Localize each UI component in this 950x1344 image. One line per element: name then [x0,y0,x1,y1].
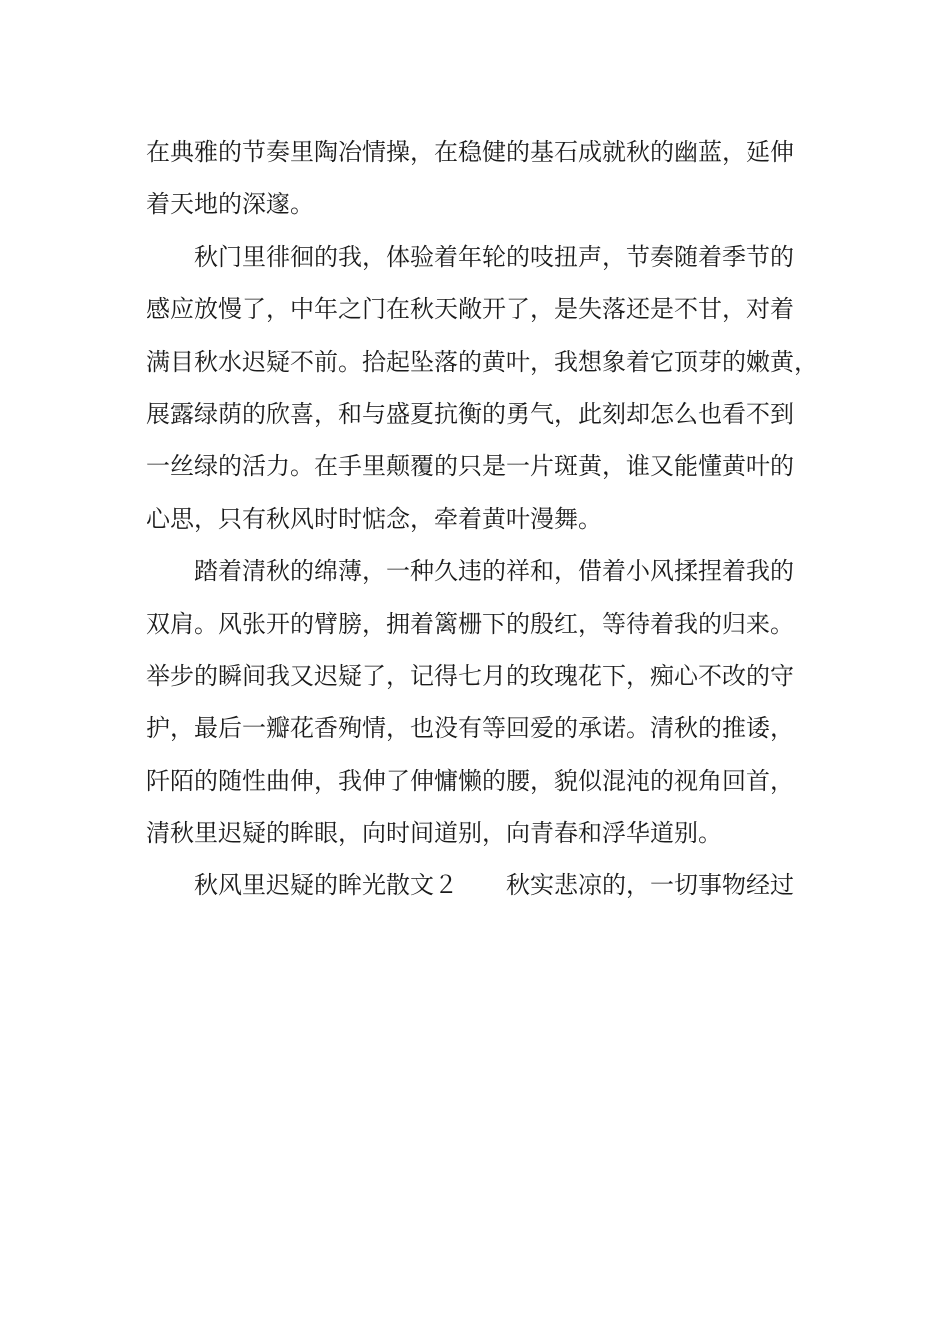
paragraph-start-line: 秋风里迟疑的眸光散文２ 秋实悲凉的，一切事物经过 [194,871,794,900]
text-line: 双肩。风张开的臂膀，拥着篱栅下的殷红，等待着我的归来。 [146,609,794,638]
paragraph-start-line: 秋门里徘徊的我，体验着年轮的吱扭声，节奏随着季节的 [194,242,794,271]
text-line: 阡陌的随性曲伸，我伸了伸慵懒的腰，貌似混沌的视角回首， [146,766,794,795]
text-line: 护，最后一瓣花香殉情，也没有等回爱的承诺。清秋的推诿， [146,714,794,743]
document-body [146,128,826,914]
text-line: 在典雅的节奏里陶冶情操，在稳健的基石成就秋的幽蓝，延伸 [146,138,794,166]
text-line: 满目秋水迟疑不前。拾起坠落的黄叶，我想象着它顶芽的嫩黄， [146,347,818,376]
text-line: 一丝绿的活力。在手里颠覆的只是一片斑黄，谁又能懂黄叶的 [146,452,794,481]
text-line: 心思，只有秋风时时惦念，牵着黄叶漫舞。 [146,504,602,533]
text-line: 感应放慢了，中年之门在秋天敞开了，是失落还是不甘，对着 [146,295,794,324]
paragraph-start-line: 踏着清秋的绵薄，一种久违的祥和，借着小风揉捏着我的 [194,557,794,586]
text-line: 展露绿荫的欣喜，和与盛夏抗衡的勇气，此刻却怎么也看不到 [146,399,794,428]
text-line: 着天地的深邃。 [146,190,314,219]
text-line: 清秋里迟疑的眸眼，向时间道别，向青春和浮华道别。 [146,819,722,848]
text-line: 举步的瞬间我又迟疑了，记得七月的玫瑰花下，痴心不改的守 [146,661,794,690]
